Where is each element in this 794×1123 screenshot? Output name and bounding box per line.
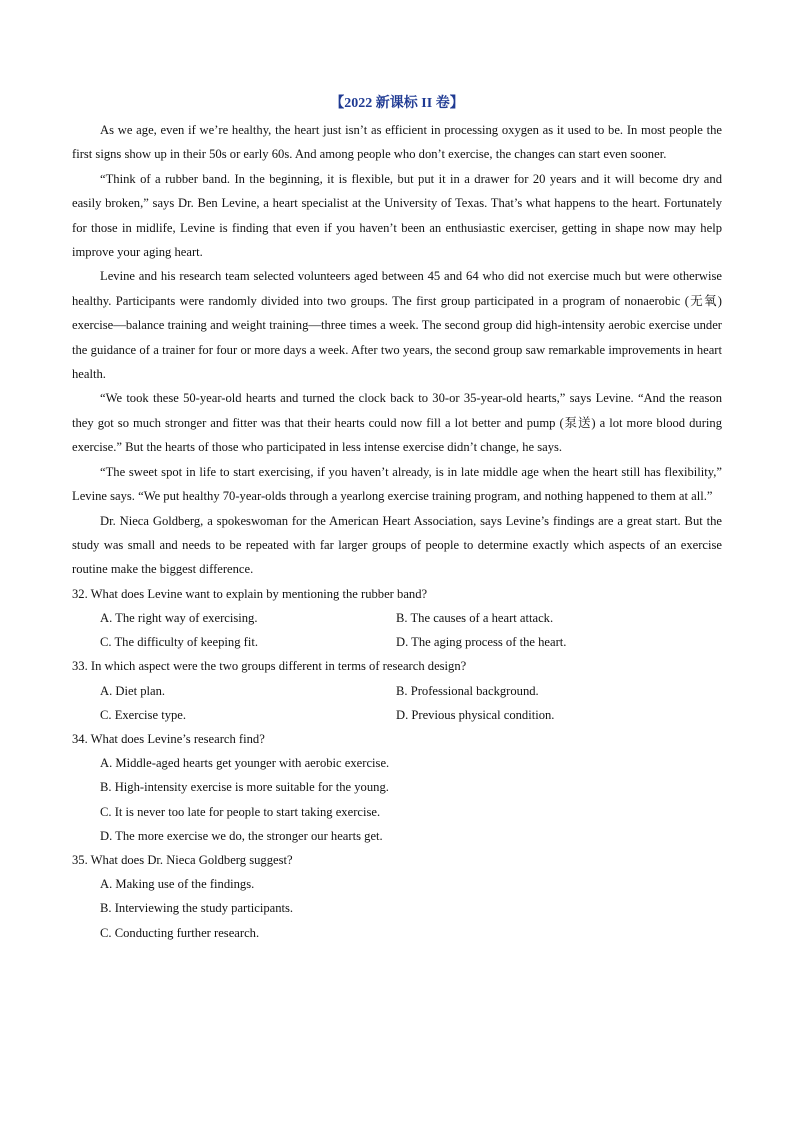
passage-paragraph-6: Dr. Nieca Goldberg, a spokeswoman for the American Heart Association, says Levine’s findings are a great start. But the study was small and needs to be repeated with far larger groups of people to determine exactly which aspects of an exercise routine make the biggest difference. bbox=[72, 513, 722, 577]
option-list bbox=[72, 679, 722, 727]
passage-paragraph-3: Levine and his research team selected volunteers aged between 45 and 64 who did not exercise much but were otherwise healthy. Participants were randomly divided into two groups. The first group participated in a program of nonaerobic (无氧) exercise—balance training and weight training—three times a week. The second group did high-intensity aerobic exercise under the guidance of a trainer for four or more days a week. After two years, the second group saw remarkable improvements in heart health. bbox=[72, 269, 722, 382]
question-stem: 35. What does Dr. Nieca Goldberg suggest? bbox=[72, 852, 293, 867]
option-b: B. The causes of a heart attack. bbox=[396, 610, 554, 625]
question-35 bbox=[72, 848, 722, 945]
option-b: B. Interviewing the study participants. bbox=[100, 901, 294, 916]
question-34 bbox=[72, 727, 722, 848]
passage-paragraph-4: “We took these 50-year-old hearts and turned the clock back to 30-or 35-year-old hearts,” says Levine. “And the reason they got so much stronger and fitter was that their hearts could now fill a lot better and pump (泵送) a lot more blood during exercise.” But the hearts of those who participated in less intense exercise didn’t change, he says. bbox=[72, 391, 722, 455]
question-stem: 34. What does Levine’s research find? bbox=[72, 731, 265, 746]
passage bbox=[72, 118, 722, 582]
option-list bbox=[72, 872, 722, 945]
passage-paragraph-2: “Think of a rubber band. In the beginning, it is flexible, but put it in a drawer for 20 years and it will become dry and easily broken,” says Dr. Ben Levine, a heart specialist at the University of Texas. That’s what happens to the heart. Fortunately for those in midlife, Levine is finding that even if you haven’t been an enthusiastic exerciser, getting in shape now may help improve your aging heart. bbox=[72, 171, 722, 260]
option-c: C. The difficulty of keeping fit. bbox=[100, 635, 258, 650]
question-32 bbox=[72, 582, 722, 655]
option-c: C. Conducting further research. bbox=[100, 925, 260, 940]
passage-paragraph-1: As we age, even if we’re healthy, the heart just isn’t as efficient in processing oxygen as it used to be. In most people the first signs show up in their 50s or early 60s. And among people who don’t exercise, the changes can start even sooner. bbox=[72, 123, 722, 162]
option-c: C. It is never too late for people to start taking exercise. bbox=[100, 804, 381, 819]
option-d: D. Previous physical condition. bbox=[396, 707, 555, 722]
option-list bbox=[72, 606, 722, 654]
question-stem: 32. What does Levine want to explain by mentioning the rubber band? bbox=[72, 586, 428, 601]
exam-title: 【2022 新课标 II 卷】 bbox=[330, 96, 464, 111]
option-list bbox=[72, 751, 722, 848]
option-b: B. Professional background. bbox=[396, 683, 539, 698]
question-33 bbox=[72, 654, 722, 727]
option-a: A. Making use of the findings. bbox=[100, 877, 255, 892]
option-d: D. The more exercise we do, the stronger our hearts get. bbox=[100, 828, 383, 843]
question-stem: 33. In which aspect were the two groups different in terms of research design? bbox=[72, 659, 467, 674]
document-page bbox=[72, 94, 722, 945]
passage-paragraph-5: “The sweet spot in life to start exercising, if you haven’t already, is in late middle age when the heart still has flexibility,” Levine says. “We put healthy 70-year-olds through a yearlong exercise training program, and nothing happened to them at all.” bbox=[72, 464, 722, 504]
option-c: C. Exercise type. bbox=[100, 707, 187, 722]
option-a: A. Middle-aged hearts get younger with aerobic exercise. bbox=[100, 756, 390, 771]
option-a: A. Diet plan. bbox=[100, 683, 166, 698]
option-d: D. The aging process of the heart. bbox=[396, 635, 567, 650]
option-a: A. The right way of exercising. bbox=[100, 610, 258, 625]
option-b: B. High-intensity exercise is more suitable for the young. bbox=[100, 780, 389, 795]
